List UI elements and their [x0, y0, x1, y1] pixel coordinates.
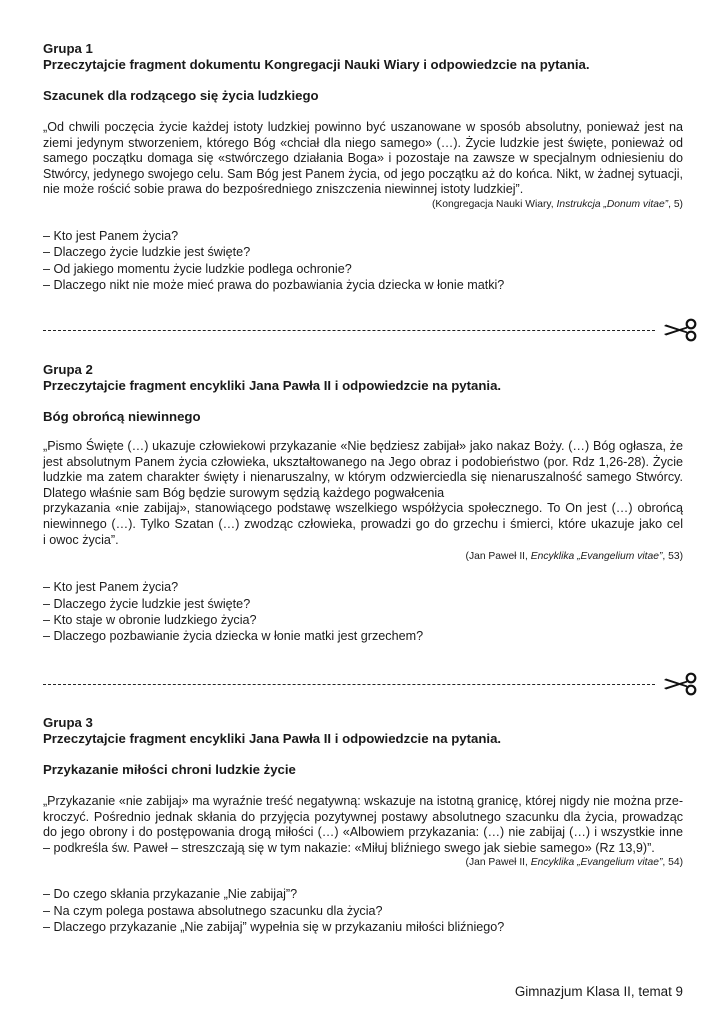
question: – Na czym polega postawa absolutnego szacunku dla życia? — [43, 903, 383, 918]
section-subtitle: Szacunek dla rodzącego się życia ludzkiego — [43, 88, 319, 103]
group-2 — [43, 362, 683, 645]
question: – Od jakiego momentu życie ludzkie podlega ochronie? — [43, 261, 352, 276]
section-subtitle: Przykazanie miłości chroni ludzkie życie — [43, 762, 296, 777]
question: – Dlaczego pozbawianie życia dziecka w łonie matki jest grzechem? — [43, 629, 424, 644]
group-instruction: Przeczytajcie fragment encykliki Jana Pawła II i odpowiedzcie na pytania. — [43, 378, 502, 393]
question-list — [43, 228, 683, 294]
quote-line: do jego obrony i do postępowania drogą miłości (…) «Albowiem przykazania: (…) nie zabijaj (…) i wszystkie inne — [43, 825, 683, 840]
quote-line: „Pismo Święte (…) ukazuje człowiekowi przykazanie «Nie będziesz zabijał» jako nakaz Boży. (…) Bóg ogłasza, że — [43, 439, 683, 453]
quote-line: Stwórcy, jedynego swojego celu. Sam Bóg jest Panem życia, od jego początku aż do końca. Nikt, w żadnej sytuacji, — [43, 166, 683, 181]
group-title: Grupa 2 — [43, 362, 93, 377]
scissors-icon — [662, 318, 698, 342]
quote-source: (Jan Paweł II, Encyklika „Evangelium vitae”, 53) — [465, 551, 683, 563]
group-title: Grupa 1 — [43, 41, 93, 56]
quote-line: nie może rościć sobie prawa do bezpośredniego zniszczenia niewinnej istoty ludzkiej”. — [43, 182, 524, 197]
question-list — [43, 886, 683, 935]
quote-line: kroczyć. Pośrednio jednak skłania do przyjęcia pozytywnej postawy absolutnego szacunku dla życia, prowadząc — [43, 809, 683, 824]
question: – Kto staje w obronie ludzkiego życia? — [43, 612, 257, 627]
question: – Kto jest Panem życia? — [43, 228, 179, 243]
cut-line-1 — [43, 318, 698, 342]
cut-line-2 — [43, 672, 698, 696]
question-list — [43, 579, 683, 645]
quote-source: (Kongregacja Nauki Wiary, Instrukcja „Donum vitae”, 5) — [431, 198, 683, 210]
group-title: Grupa 3 — [43, 715, 93, 730]
group-3 — [43, 715, 683, 936]
group-instruction: Przeczytajcie fragment encykliki Jana Pawła II i odpowiedzcie na pytania. — [43, 731, 502, 746]
quote-source: (Jan Paweł II, Encyklika „Evangelium vitae”, 54) — [465, 857, 683, 869]
question: – Kto jest Panem życia? — [43, 580, 179, 595]
quote-line: „Od chwili poczęcia życie każdej istoty ludzkiej powinno być uszanowane w sposób absolutny, ponieważ jest na — [43, 120, 683, 134]
quote-line: przykazania «nie zabijaj», stanowiącego podstawę wszelkiego współżycia społecznego. To On jest (…) obrońcą — [43, 501, 683, 516]
question: – Do czego skłania przykazanie „Nie zabijaj”? — [43, 887, 298, 902]
quote-line: „Przykazanie «nie zabijaj» ma wyraźnie treść negatywną: wskazuje na istotną granicę, której nigdy nie można prze- — [43, 794, 683, 808]
question: – Dlaczego nikt nie może mieć prawa do pozbawiania życia dziecka w łonie matki? — [43, 278, 505, 293]
quote — [43, 120, 683, 198]
section-subtitle: Bóg obrońcą niewinnego — [43, 409, 201, 424]
dashed-line — [43, 684, 655, 685]
quote — [43, 439, 683, 548]
page-footer: Gimnazjum Klasa II, temat 9 — [514, 984, 683, 999]
quote-line: Dlatego właśnie sam Bóg będzie surowym sędzią każdego pogwałcenia — [43, 485, 445, 500]
quote-line: ludzkie ma zatem charakter święty i nienaruszalny, w którym odzwierciedla się nienaruszalność samego Stwórcy. — [43, 470, 683, 485]
question: – Dlaczego życie ludzkie jest święte? — [43, 596, 251, 611]
group-1 — [43, 41, 683, 294]
dashed-line — [43, 330, 655, 331]
quote-line: samego początku domaga się «stwórczego działania Boga» i pozostaje na zawsze w specjalnym odniesieniu do — [43, 151, 683, 166]
question: – Dlaczego życie ludzkie jest święte? — [43, 245, 251, 260]
group-instruction: Przeczytajcie fragment dokumentu Kongregacji Nauki Wiary i odpowiedzcie na pytania. — [43, 57, 590, 72]
question: – Dlaczego przykazanie „Nie zabijaj” wypełnia się w przykazaniu miłości bliźniego? — [43, 920, 505, 935]
quote-line: i owoc życia”. — [43, 532, 119, 547]
quote-line: jest absolutnym Panem życia człowieka, ukształtowanego na Jego obraz i podobieństwo (por. Rdz 1,26-28). Życie — [43, 454, 683, 469]
quote-line: – podkreśla św. Paweł – streszczają się w tym nakazie: «Miłuj bliźniego swego jak siebie samego» (Rz 13,9)”. — [43, 840, 655, 855]
quote-line: ziemi jedynym stworzeniem, którego Bóg «chciał dla niego samego» (…). Życie ludzkie jest święte, ponieważ od — [43, 135, 683, 150]
quote-line: niewinnego (…). Tylko Szatan (…) zwodząc człowieka, prowadzi go do grzechu i śmierci, które ukazuje jako cel — [43, 516, 683, 531]
scissors-icon — [662, 672, 698, 696]
quote — [43, 794, 683, 856]
